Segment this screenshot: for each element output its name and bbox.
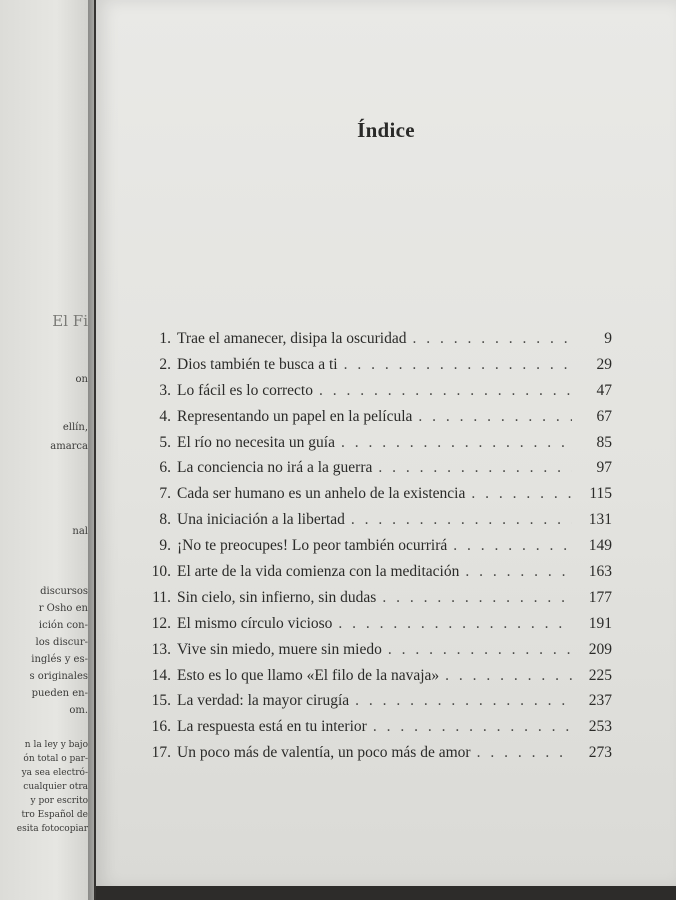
toc-entry-number: 2.: [159, 355, 171, 373]
toc-entry-title: La verdad: la mayor cirugía: [177, 692, 350, 710]
left-page-text-fragment: pueden en-: [31, 688, 88, 699]
toc-entry: [147, 408, 612, 434]
toc-entry-title: Cada ser humano es un anhelo de la existencia: [177, 485, 466, 503]
toc-entry-title: La conciencia no irá a la guerra: [177, 459, 373, 477]
toc-entry-leader-dots: [465, 563, 572, 581]
toc-entry-number: 9.: [159, 537, 171, 555]
toc-entry: [147, 330, 612, 356]
left-page-text-fragment: r Osho en: [38, 603, 88, 614]
toc-entry-number: 6.: [159, 459, 171, 477]
toc-entry-title: Un poco más de valentía, un poco más de amor: [177, 744, 471, 762]
toc-entry-number: 17.: [151, 744, 171, 762]
left-page-heading-fragment: El Fi: [52, 312, 88, 330]
toc-entry: [147, 459, 612, 485]
left-page-legal-fragment: tro Español de: [21, 810, 88, 820]
left-page-legal-fragment: ya sea electró-: [21, 768, 88, 778]
toc-entry-number: 4.: [159, 407, 171, 425]
toc-entry-title: La respuesta está en tu interior: [177, 718, 367, 736]
left-page-legal-fragment: n la ley y bajo: [24, 740, 88, 750]
toc-entry: [147, 434, 612, 460]
left-page-legal-fragment: cualquier otra: [23, 782, 88, 792]
toc-entry-leader-dots: [344, 356, 572, 374]
toc-entry-title: ¡No te preocupes! Lo peor también ocurrirá: [177, 537, 448, 555]
toc-entry-page-number: 237: [588, 692, 612, 710]
toc-entry: [147, 537, 612, 563]
toc-entry-leader-dots: [351, 511, 572, 529]
toc-entry-title: Sin cielo, sin infierno, sin dudas: [177, 588, 377, 606]
left-page-text-fragment: amarca: [50, 441, 88, 452]
left-page-text-fragment: ición con-: [38, 620, 88, 631]
toc-entry: [147, 382, 612, 408]
toc-entry: [147, 511, 612, 537]
toc-entry-leader-dots: [477, 744, 572, 762]
toc-entry: [147, 667, 612, 693]
toc-entry-title: Una iniciación a la libertad: [177, 511, 345, 529]
toc-entry: [147, 692, 612, 718]
toc-entry-leader-dots: [355, 692, 572, 710]
toc-entry-page-number: 67: [596, 407, 612, 425]
toc-entry-page-number: 177: [588, 588, 612, 606]
left-page-text-fragment: inglés y es-: [31, 654, 88, 665]
toc-entry-page-number: 149: [588, 537, 612, 555]
toc-entry: [147, 641, 612, 667]
toc-entry-number: 16.: [151, 718, 171, 736]
toc-entry-title: Vive sin miedo, muere sin miedo: [177, 640, 382, 658]
toc-entry-leader-dots: [445, 667, 572, 685]
toc-entry-page-number: 115: [589, 485, 612, 503]
toc-entry-title: El mismo círculo vicioso: [177, 614, 333, 632]
toc-entry-page-number: 191: [588, 614, 612, 632]
left-page-text-fragment: om.: [69, 705, 88, 716]
toc-entry-page-number: 225: [588, 666, 612, 684]
left-page-legal-fragment: ón total o par-: [23, 754, 88, 764]
toc-entry-number: 14.: [151, 666, 171, 684]
toc-entry: [147, 615, 612, 641]
left-page-text-fragment: discursos: [40, 586, 88, 597]
toc-entry-number: 3.: [159, 381, 171, 399]
toc-entry-title: Esto es lo que llamo «El filo de la navaja»: [177, 666, 440, 684]
toc-entry-leader-dots: [378, 459, 572, 477]
toc-entry-number: 1.: [159, 330, 171, 347]
toc-entry-title: Dios también te busca a ti: [177, 355, 338, 373]
toc-entry-leader-dots: [319, 382, 572, 400]
toc-entry-leader-dots: [341, 434, 572, 452]
toc-entry-number: 15.: [151, 692, 171, 710]
left-page-text-fragment: s originales: [29, 671, 88, 682]
left-page-legal-fragment: y por escrito: [30, 796, 88, 806]
toc-entry-title: Representando un papel en la película: [177, 407, 413, 425]
left-page-legal-fragment: esita fotocopiar: [16, 824, 88, 834]
left-page-text-fragment: los discur-: [35, 637, 88, 648]
table-of-contents: [147, 330, 612, 770]
page-title: Índice: [357, 118, 415, 142]
toc-entry-number: 13.: [151, 640, 171, 658]
left-page-text-fragment: nal: [72, 526, 88, 537]
toc-entry: [147, 589, 612, 615]
toc-entry-title: El río no necesita un guía: [177, 433, 335, 451]
toc-entry-leader-dots: [413, 330, 573, 348]
book-bottom-edge: [96, 886, 676, 900]
toc-entry-number: 12.: [151, 614, 171, 632]
toc-entry-leader-dots: [338, 615, 572, 633]
toc-entry-page-number: 253: [588, 718, 612, 736]
left-page: [0, 0, 94, 900]
toc-entry-page-number: 29: [596, 355, 612, 373]
toc-entry-page-number: 209: [588, 640, 612, 658]
toc-entry-page-number: 97: [596, 459, 612, 477]
toc-entry-number: 11.: [152, 588, 171, 606]
toc-entry-page-number: 9: [604, 330, 612, 347]
toc-entry-number: 8.: [159, 511, 171, 529]
toc-entry-leader-dots: [382, 589, 572, 607]
toc-entry-page-number: 47: [596, 381, 612, 399]
toc-entry-title: El arte de la vida comienza con la meditación: [177, 563, 460, 581]
toc-entry: [147, 356, 612, 382]
toc-entry-title: Trae el amanecer, disipa la oscuridad: [177, 330, 407, 347]
toc-entry-leader-dots: [418, 408, 572, 426]
toc-entry: [147, 563, 612, 589]
toc-entry-page-number: 85: [596, 433, 612, 451]
toc-entry-leader-dots: [471, 485, 572, 503]
toc-entry-number: 7.: [159, 485, 171, 503]
toc-entry-number: 10.: [151, 563, 171, 581]
left-page-text-fragment: on: [75, 374, 88, 385]
toc-entry-leader-dots: [388, 641, 572, 659]
toc-entry: [147, 485, 612, 511]
toc-entry: [147, 744, 612, 770]
toc-entry-page-number: 273: [588, 744, 612, 762]
toc-entry-leader-dots: [373, 718, 572, 736]
toc-entry-number: 5.: [159, 433, 171, 451]
left-page-text-fragment: ellín,: [62, 422, 88, 433]
toc-entry-page-number: 131: [588, 511, 612, 529]
toc-entry: [147, 718, 612, 744]
toc-entry-leader-dots: [453, 537, 572, 555]
toc-entry-page-number: 163: [588, 563, 612, 581]
toc-entry-title: Lo fácil es lo correcto: [177, 381, 313, 399]
